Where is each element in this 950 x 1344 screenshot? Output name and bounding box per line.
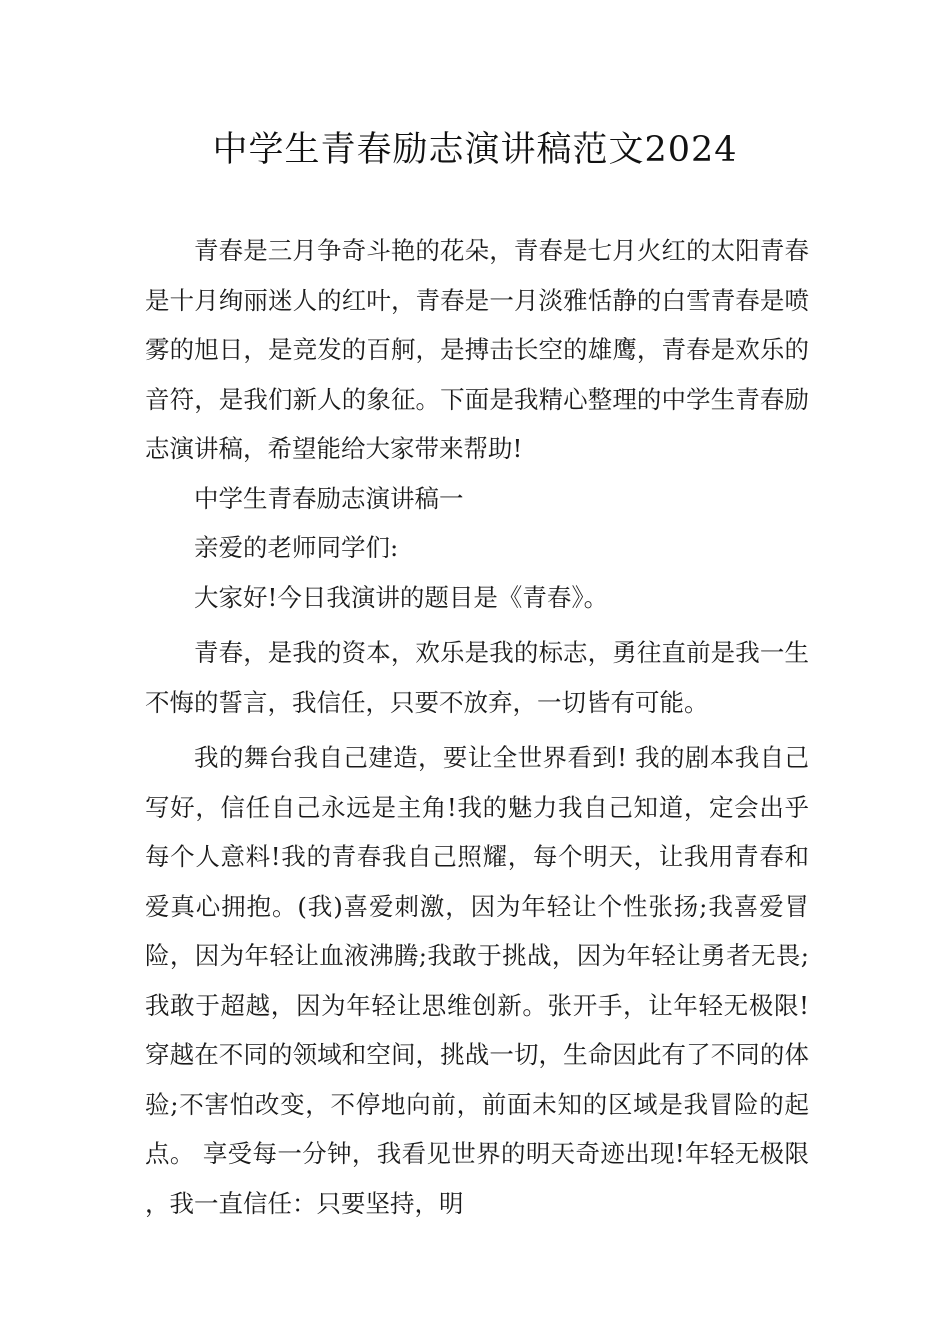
paragraph-salutation: 亲爱的老师同学们:: [194, 533, 399, 562]
paragraph-speech-heading: 中学生青春励志演讲稿一: [194, 483, 464, 513]
paragraph-intro: 青春是三月争奇斗艳的花朵，青春是七月火红的太阳青春是十月绚丽迷人的红叶，青春是一月淡雅恬静的白雪青春是喷雾的旭日，是竞发的百舸，是搏击长空的雄鹰，青春是欢乐的音符，是我们新人的象征。下面是我精心整理的中学生青春励志演讲稿，希望能给大家带来帮助!: [145, 236, 809, 463]
paragraph-my-stage: 我的舞台我自己建造，要让全世界看到! 我的剧本我自己写好，信任自己永远是主角!我的魅力我自己知道，定会出乎每个人意料!我的青春我自己照耀，每个明天，让我用青春和爱真心拥抱。(我)喜爱刺激，因为年轻让个性张扬;我喜爱冒险，因为年轻让血液沸腾;我敢于挑战，因为年轻让勇者无畏;我敢于超越，因为年轻让思维创新。张开手，让年轻无极限!穿越在不同的领域和空间，挑战一切，生命因此有了不同的体验;不害怕改变，不停地向前，前面未知的区域是我冒险的起点。 享受每一分钟，我看见世界的明天奇迹出现!年轻无极限，我一直信任：只要坚持，明: [145, 743, 809, 1218]
paragraph-greeting: 大家好!今日我演讲的题目是《青春》。: [194, 582, 609, 612]
paragraph-youth-capital: 青春，是我的资本，欢乐是我的标志，勇往直前是我一生不悔的誓言，我信任，只要不放弃，一切皆有可能。: [145, 638, 809, 717]
document-title: 中学生青春励志演讲稿范文2024: [212, 130, 738, 170]
document-body: [145, 226, 809, 1228]
